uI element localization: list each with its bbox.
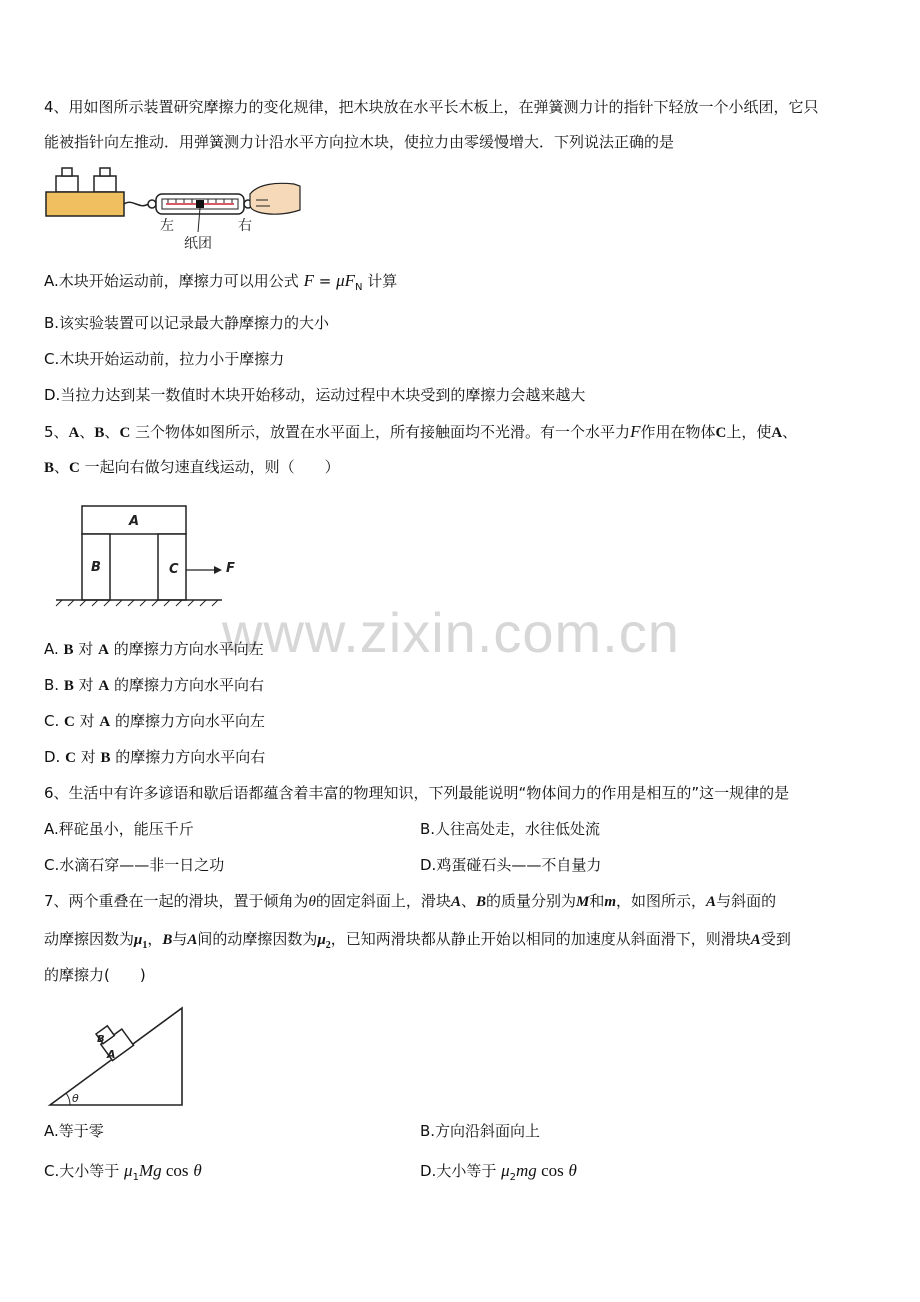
q4-option-d: D.当拉力达到某一数值时木块开始移动，运动过程中木块受到的摩擦力会越来越大 [44,386,586,404]
label-a: A [129,514,140,529]
q7-option-b: B.方向沿斜面向上 [420,1122,541,1140]
q5-option-c: C. C 对 A 的摩擦力方向水平向左 [44,712,266,730]
label-b: B [97,1034,105,1045]
q4-option-b: B.该实验装置可以记录最大静摩擦力的大小 [44,314,330,332]
label-f: F [226,561,235,576]
formula-F: F [303,271,314,290]
q7-option-a: A.等于零 [44,1122,104,1140]
q6-option-c: C.水滴石穿——非一日之功 [44,856,225,874]
label-c: C [169,562,179,577]
q7-stem-line1: 7、两个重叠在一起的滑块，置于倾角为θ的固定斜面上，滑块A、B的质量分别为M和m，如图所示，A与斜面的 [44,892,777,910]
formula-sub: N [354,282,363,293]
q5-option-d: D. C 对 B 的摩擦力方向水平向右 [44,748,266,766]
q7-option-d: D.大小等于 $\mu_2mg$ cos θ [420,1161,577,1183]
hand-icon [250,183,300,214]
watermark: www.zixin.com.cn [222,601,680,664]
q4-figure-spring-scale [44,164,304,254]
label-a: A [107,1048,116,1061]
q6-stem: 6、生活中有许多谚语和歇后语都蕴含着丰富的物理知识，下列最能说明“物体间力的作用是相互的”这一规律的是 [44,784,790,802]
q7-stem-line2: 动摩擦因数为$\mu_1$，B与A间的动摩擦因数为$\mu_2$，已知两滑块都从静止开始以相同的加速度从斜面滑下，则滑块A受到 [44,930,791,951]
label-b: B [91,560,101,575]
q6-option-a: A.秤砣虽小，能压千斤 [44,820,194,838]
formula-mu-F: μF [336,271,355,290]
q7-stem-line3: 的摩擦力( ) [44,966,146,984]
q5-stem-line2: B、C 一起向右做匀速直线运动，则（ ） [44,458,340,476]
formula-eq: = [313,272,337,290]
q5-option-b: B. B 对 A 的摩擦力方向水平向右 [44,676,265,694]
q6-option-d: D.鸡蛋碰石头——不自量力 [420,856,602,874]
q5-stem-line1: 5、A、B、C 三个物体如图所示，放置在水平面上，所有接触面均不光滑。有一个水平力F作用在物体C上，使A、 [44,422,798,441]
q4-stem-line2: 能被指针向左推动．用弹簧测力计沿水平方向拉木块，使拉力由零缓慢增大．下列说法正确的是 [44,133,675,151]
hook [124,202,148,205]
weight-right [94,176,116,192]
q5-option-a: A. B 对 A 的摩擦力方向水平向左 [44,640,264,658]
wood-block [46,192,124,216]
q4-stem-line1: 4、用如图所示装置研究摩擦力的变化规律，把木块放在水平长木板上，在弹簧测力计的指针下轻放一个小纸团，它只 [44,98,819,116]
q7-option-c: C.大小等于 $\mu_1Mg$ cos θ [44,1161,202,1183]
option-text: A.木块开始运动前，摩擦力可以用公式 [44,272,299,290]
label-paper: 纸团 [184,236,212,252]
label-theta: θ [72,1092,79,1105]
q4-option-c: C.木块开始运动前，拉力小于摩擦力 [44,350,285,368]
paper-ball [196,200,204,208]
label-right: 右 [238,218,252,234]
q7-figure-incline [44,1000,189,1110]
weight-left [56,176,78,192]
label-left: 左 [160,218,174,234]
q4-option-a [44,270,397,299]
q6-option-b: B.人往高处走，水往低处流 [420,820,601,838]
option-text-post: 计算 [367,272,398,290]
q5-figure-blocks [52,500,235,610]
